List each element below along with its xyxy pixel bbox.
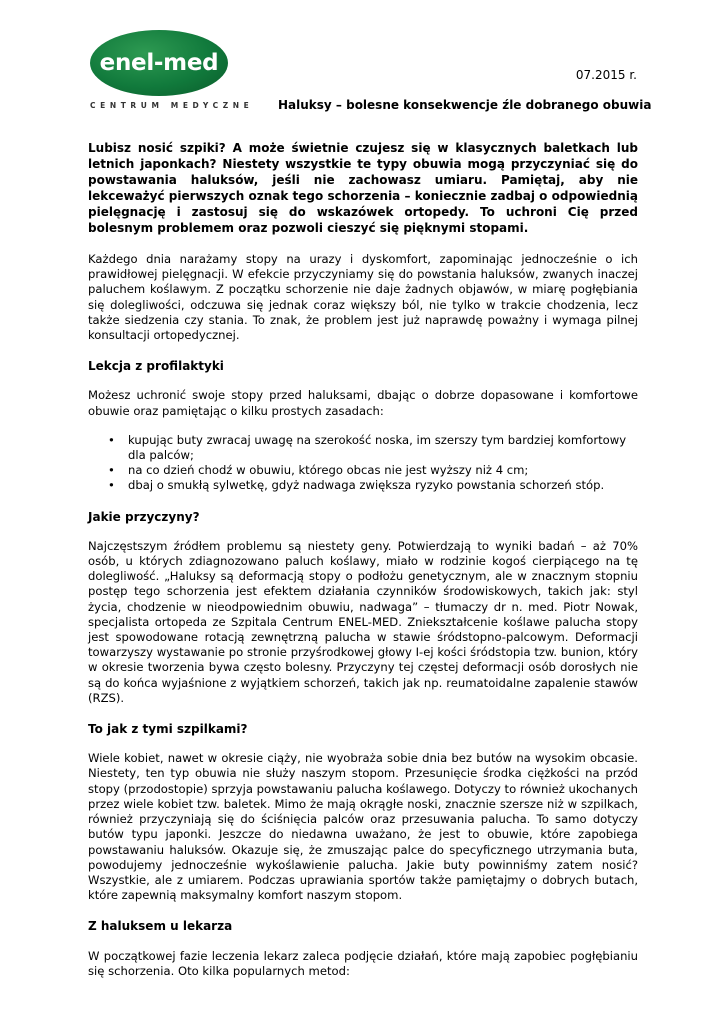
section-heading: Z haluksem u lekarza	[88, 919, 233, 934]
section-paragraph: W początkowej fazie leczenia lekarz zaleca podjęcie działań, które mają zapobiec pogłębianiu się schorzenia. Oto kilka popularnych metod:	[88, 948, 638, 978]
document-title: Haluksy – bolesne konsekwencje źle dobranego obuwia	[278, 98, 652, 112]
list-item: • na co dzień chodź w obuwiu, którego obcas nie jest wyższy niż 4 cm;	[128, 463, 638, 478]
section-heading: To jak z tymi szpilkami?	[88, 722, 248, 737]
intro-paragraph: Każdego dnia narażamy stopy na urazy i dyskomfort, zapominając jednocześnie o ich prawidłowej pielęgnacji. W efekcie przyczyniamy się do powstania haluksów, zwanych inaczej paluchem koślawym. Z początku schorzenie nie daje żadnych objawów, w miarę pogłębiania się dolegliwości, odczuwa się jednak coraz większy ból, nie tylko w trakcie chodzenia, lecz także siedzenia czy stania. To znak, że problem jest już naprawdę poważny i wymaga pilnej konsultacji ortopedycznej.	[88, 252, 638, 343]
prevention-list	[88, 433, 638, 494]
lead-paragraph: Lubisz nosić szpiki? A może świetnie czujesz się w klasycznych baletkach lub letnich japonkach? Niestety wszystkie te typy obuwia mogą przyczyniać się do powstawania haluksów, jeśli nie zachowasz umiaru. Pamiętaj, aby nie lekceważyć pierwszych oznak tego schorzenia – koniecznie zadbaj o odpowiednią pielęgnację i zastosuj się do wskazówek ortopedy. To uchroni Cię przed bolesnym problemem oraz pozwoli cieszyć się pięknymi stopami.	[88, 141, 638, 235]
section-heading: Jakie przyczyny?	[88, 509, 200, 524]
list-item: • kupując buty zwracaj uwagę na szerokość noska, im szerszy tym bardziej komfortowy dla palców;	[128, 433, 638, 463]
section-paragraph: Możesz uchronić swoje stopy przed haluksami, dbając o dobrze dopasowane i komfortowe obuwie oraz pamiętając o kilku prostych zasadach:	[88, 388, 638, 418]
section-paragraph: Wiele kobiet, nawet w okresie ciąży, nie wyobraża sobie dnia bez butów na wysokim obcasie. Niestety, ten typ obuwia nie służy naszym stopom. Przesunięcie środka ciężkości na przód stopy (przodostopie) sprzyja powstawaniu palucha koślawego. Dotyczy to również ukochanych przez wiele kobiet tzw. baletek. Mimo że mają okrągłe noski, znacznie szersze niż w szpilkach, również przyczyniają się do ściśnięcia palców oraz przesuwania palucha. To samo dotyczy butów typu japonki. Jeszcze do niedawna uważano, że jest to obuwie, które zapobiega powstawaniu haluksów. Okazuje się, że zmuszając palce do specyficznego utrzymania buta, powodujemy jednocześnie wykoślawienie palucha. Jakie buty powinniśmy zatem nosić? Wszystkie, ale z umiarem. Podczas uprawiania sportów także pamiętajmy o dobrych butach, które zapewnią maksymalny komfort naszym stopom.	[88, 751, 638, 903]
article-body	[88, 140, 638, 979]
section-paragraph: Najczęstszym źródłem problemu są niestety geny. Potwierdzają to wyniki badań – aż 70% osób, u których zdiagnozowano paluch koślawy, miało w rodzinie kogoś cierpiącego na tę dolegliwość. „Haluksy są deformacją stopy o podłożu genetycznym, ale w znacznym stopniu postęp tego schorzenia jest efektem działania czynników środowiskowych, takich jak: styl życia, chodzenie w nieodpowiednim obuwiu, nadwaga” – tłumaczy dr n. med. Piotr Nowak, specjalista ortopeda ze Szpitala Centrum ENEL-MED. Zniekształcenie koślawe palucha stopy jest spowodowane rotacją zewnętrzną palucha w stawie śródstopno-palcowym. Deformacji towarzyszy wystawanie po stronie przyśrodkowej głowy I-ej kości śródstopia tzw. bunion, który w okresie tworzenia bywa często bolesny. Przyczyny tej częstej deformacji osób dorosłych nie są do końca wyjaśnione z wyjątkiem schorzeń, takich jak np. reumatoidalne zapalenie stawów (RZS).	[88, 538, 638, 705]
logo-subtitle: CENTRUM MEDYCZNE	[90, 101, 254, 110]
section-heading: Lekcja z profilaktyki	[88, 359, 224, 374]
list-item: • dbaj o smukłą sylwetkę, gdyż nadwaga zwiększa ryzyko powstania schorzeń stóp.	[128, 478, 638, 493]
logo-text: enel-med	[99, 50, 219, 76]
enel-med-logo	[90, 30, 228, 96]
document-date: 07.2015 r.	[575, 68, 637, 82]
